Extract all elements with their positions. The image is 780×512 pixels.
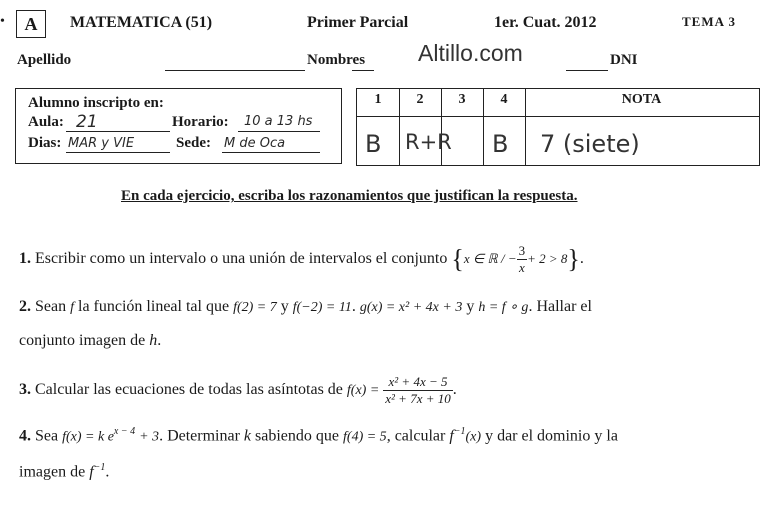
dni-label: DNI bbox=[610, 52, 638, 68]
grade-header-1: 1 bbox=[374, 92, 382, 107]
math: f(x) = k e bbox=[62, 429, 114, 445]
sede-value: M de Oca bbox=[224, 136, 286, 151]
math: h bbox=[149, 332, 158, 349]
set-brace-open: { bbox=[451, 244, 464, 274]
problem-number: 2. bbox=[19, 298, 31, 315]
grade-value-1: B bbox=[365, 130, 382, 158]
math-exponent: x − 4 bbox=[113, 426, 136, 437]
text: la función lineal tal que bbox=[78, 298, 230, 315]
grade-header-3: 3 bbox=[458, 92, 466, 107]
dias-value: MAR y VIE bbox=[68, 136, 135, 151]
tema-label: TEMA 3 bbox=[682, 14, 737, 29]
grid-row-divider bbox=[357, 116, 759, 117]
set-expr: + 2 > 8 bbox=[527, 251, 568, 267]
set-brace-close: } bbox=[567, 244, 580, 274]
nombres-line bbox=[352, 70, 374, 71]
set-expr: x ∈ ℝ / − bbox=[463, 251, 517, 267]
math-exponent: −1 bbox=[93, 462, 106, 473]
problem-text: Calcular las ecuaciones de todas las asíntotas de bbox=[35, 381, 343, 399]
period: . bbox=[157, 332, 162, 349]
grade-header-2: 2 bbox=[416, 92, 424, 107]
text: . bbox=[351, 298, 356, 315]
exam-title: Primer Parcial bbox=[307, 14, 409, 31]
text: Sean bbox=[35, 298, 67, 315]
math: h = f ∘ g bbox=[478, 300, 529, 315]
period: . bbox=[105, 463, 110, 481]
horario-label: Horario: bbox=[172, 114, 229, 130]
text: Sea bbox=[35, 427, 59, 445]
dias-label: Dias: bbox=[28, 135, 62, 151]
text: y dar el dominio y la bbox=[485, 427, 618, 445]
period: . bbox=[452, 381, 457, 399]
fraction bbox=[383, 374, 452, 407]
text: y bbox=[466, 298, 475, 315]
problem-4 bbox=[19, 426, 764, 445]
math: f bbox=[449, 427, 454, 445]
term-label: 1er. Cuat. 2012 bbox=[494, 14, 597, 31]
problem-2-cont bbox=[19, 332, 161, 350]
problem-3 bbox=[19, 374, 457, 407]
period: . bbox=[579, 250, 584, 268]
text: , calcular bbox=[386, 427, 446, 445]
text: imagen de bbox=[19, 463, 86, 481]
math: f(4) = 5 bbox=[343, 429, 387, 445]
problem-2 bbox=[19, 298, 764, 316]
apellido-line bbox=[165, 70, 305, 71]
grade-header-4: 4 bbox=[500, 92, 508, 107]
math: (x) bbox=[465, 429, 482, 445]
math: f(x) = bbox=[346, 383, 380, 399]
problem-text: Escribir como un intervalo o una unión de intervalos el conjunto bbox=[35, 250, 448, 268]
math: k bbox=[243, 427, 252, 445]
math-exponent: −1 bbox=[453, 426, 466, 437]
fraction-num: 3 bbox=[518, 243, 526, 258]
sede-line bbox=[222, 152, 320, 153]
grade-value-nota: 7 (siete) bbox=[540, 130, 640, 158]
math: f(2) = 7 bbox=[233, 300, 277, 315]
math: g(x) = x² + 4x + 3 bbox=[359, 300, 463, 315]
math: f bbox=[70, 300, 74, 315]
text: . Determinar bbox=[159, 427, 240, 445]
problem-1 bbox=[19, 243, 584, 276]
text: y bbox=[280, 298, 289, 315]
subject-title: MATEMATICA (51) bbox=[70, 14, 213, 31]
nombres-label: Nombres bbox=[307, 52, 366, 68]
watermark-logo: Altillo.com bbox=[418, 40, 523, 66]
sede-label: Sede: bbox=[176, 135, 211, 151]
text: . Hallar el bbox=[528, 298, 592, 315]
tema-letter-box: A bbox=[16, 10, 46, 38]
problem-4-cont bbox=[19, 462, 109, 481]
problem-number: 1. bbox=[19, 250, 31, 268]
fraction bbox=[517, 243, 528, 276]
fraction-num: x² + 4x − 5 bbox=[383, 374, 452, 391]
apellido-label: Apellido bbox=[17, 52, 72, 68]
fraction-den: x² + 7x + 10 bbox=[385, 391, 451, 406]
text: conjunto imagen de bbox=[19, 332, 146, 349]
grade-header-nota: NOTA bbox=[621, 92, 662, 107]
corner-mark: • bbox=[0, 14, 5, 29]
math: f(−2) = 11 bbox=[292, 300, 352, 315]
horario-line bbox=[238, 131, 320, 132]
instructions: En cada ejercicio, escriba los razonamientos que justifican la respuesta. bbox=[121, 188, 578, 204]
problem-number: 4. bbox=[19, 427, 31, 445]
aula-value: 21 bbox=[76, 112, 98, 132]
fraction-den: x bbox=[518, 260, 525, 275]
aula-label: Aula: bbox=[28, 114, 64, 130]
student-info-title: Alumno inscripto en: bbox=[28, 95, 164, 111]
horario-value: 10 a 13 hs bbox=[244, 114, 313, 129]
text: sabiendo que bbox=[255, 427, 340, 445]
dni-line bbox=[566, 70, 608, 71]
grade-value-2: R+R bbox=[405, 130, 452, 154]
aula-line bbox=[66, 131, 170, 132]
problem-number: 3. bbox=[19, 381, 31, 399]
dias-line bbox=[66, 152, 170, 153]
math: + 3 bbox=[139, 429, 160, 445]
grade-value-3: B bbox=[492, 130, 509, 158]
math: f bbox=[89, 463, 94, 481]
